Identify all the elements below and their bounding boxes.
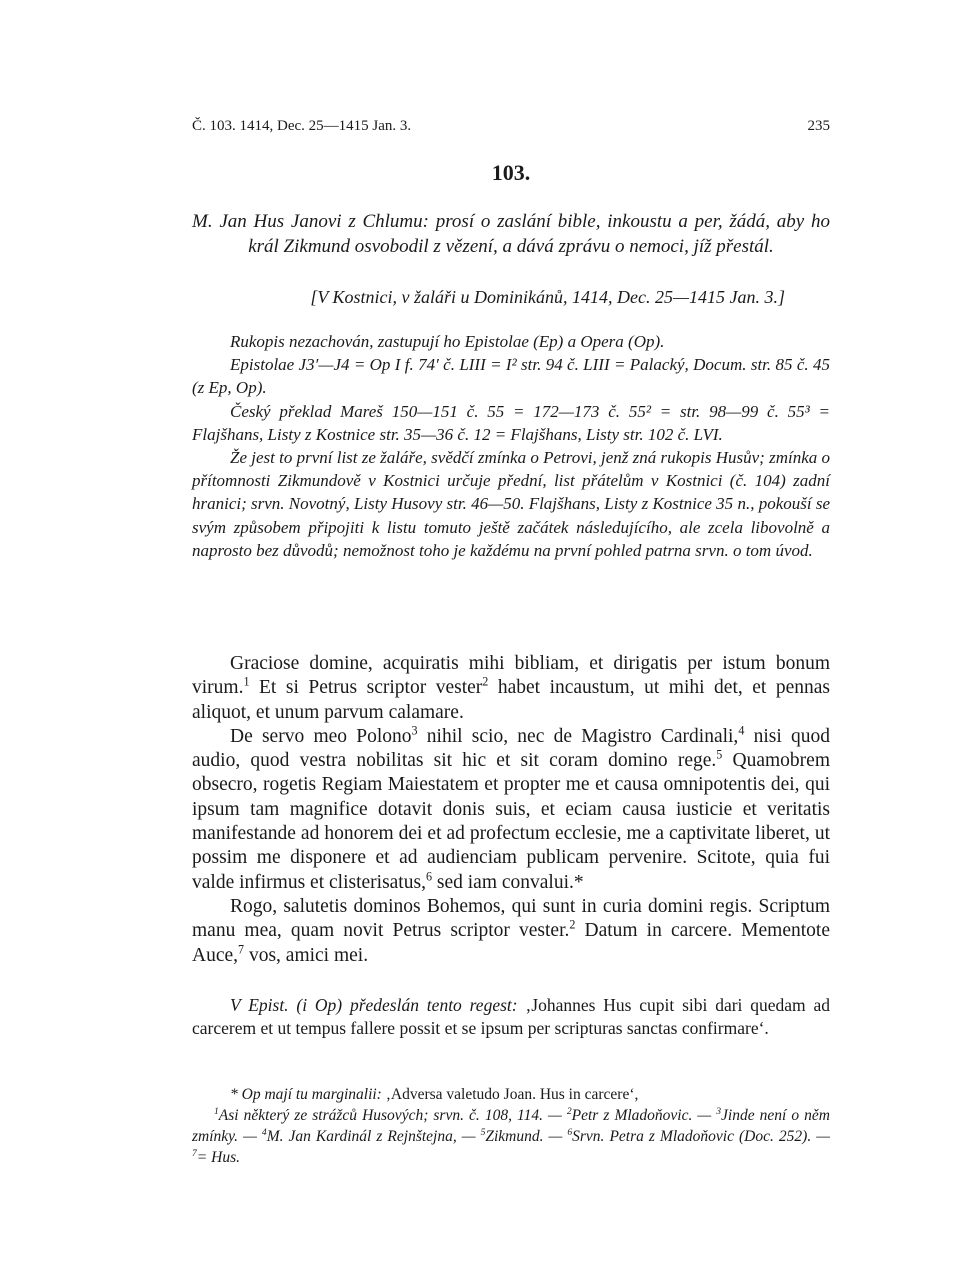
place-and-date-line: [V Kostnici, v žaláři u Dominikánů, 1414, Dec. 25—1415 Jan. 3.]	[310, 287, 785, 307]
footnote-ref: 6	[425, 869, 432, 884]
regest-note	[192, 994, 830, 1040]
header-document-reference: Č. 103. 1414, Dec. 25—1415 Jan. 3.	[192, 118, 412, 134]
translation-note: Český překlad Mareš 150—151 č. 55 = 172—173 č. 55² = str. 98—99 č. 55³ = Flajšhans, Listy z Kostnice str. 35—36 č. 12 = Flajšhans, Listy str. 102 č. LVI.	[192, 401, 830, 444]
marginal-note: * Op mají tu marginalii: ‚Adversa valetudo Joan. Hus in carcere‘,	[230, 1086, 639, 1103]
footnote-ref: 4	[738, 723, 745, 738]
letter-paragraph: Graciose domine, acquiratis mihi bibliam, et dirigatis per istum bonum virum.$^1$ Et si Petrus scriptor vester$^2$ habet incaustum, ut mihi det, et pennas aliquot, et unum parvum calamare.	[192, 653, 830, 723]
footnotes	[192, 1084, 830, 1168]
footnote-ref: 7	[238, 942, 245, 957]
letter-paragraph: Rogo, salutetis dominos Bohemos, qui sunt in curia domini regis. Scriptum manu mea, quam novit Petrus scriptor vester.$^2$ Datum in carcere. Mementote Auce,$^7$ vos, amici mei.	[192, 895, 830, 966]
regest-text: ‚Johannes Hus cupit sibi dari quedam ad carcerem et ut tempus fallere possit et se ipsum per scripturas sanctas confirmare‘.	[192, 995, 831, 1038]
letter-paragraph: De servo meo Polono$^3$ nihil scio, nec de Magistro Cardinali,$^4$ nisi quod audio, quod vestra nobilitas sit hic et sit coram domino rege.$^5$ Quamobrem obsecro, rogetis Regiam Maiestatem et propter me et causa omnipotentis dei, qui ipsum tam magnifice dotavit donis suis, et eciam causa iusticie et veritatis manifestande ad honorem dei et ad profectum ecclesie, me a captivitate liberet, ut possim me disponere et ad audienciam publicam pervenire. Scitote, quia fui valde infirmus et clisterisatus,$^6$ sed iam convalui.*	[192, 723, 830, 893]
numbered-footnotes: $^1$Asi některý ze strážců Husových; srvn. č. 108, 114. — $^2$Petr z Mladoňovic. — $^3$Jinde není o něm zmínky. — $^4$M. Jan Kardinál z Rejnštejna, — $^5$Zikmund. — $^6$Srvn. Petra z Mladoňovic (Doc. 252). — $^7$= Hus.	[192, 1105, 830, 1166]
editorial-notes	[192, 330, 830, 562]
running-header	[192, 118, 830, 140]
letter-text	[192, 652, 830, 968]
footnote-ref: 3	[411, 723, 418, 738]
page-number: 235	[807, 118, 830, 134]
footnote-ref: 5	[716, 747, 723, 762]
footnote-ref: 2	[569, 917, 576, 932]
document-summary: M. Jan Hus Janovi z Chlumu: prosí o zaslání bible, inkoustu a per, žádá, aby ho král Zikmund osvobodil z vězení, a dává zprávu o nemoci, jíž přestál.	[192, 211, 830, 257]
document-number: 103.	[491, 160, 531, 185]
dating-note: Že jest to první list ze žaláře, svědčí zmínka o Petrovi, jenž zná rukopis Husův; zmínka o přítomnosti Zikmundově v Kostnici určuje přední, list přátelům v Kostnici (č. 104) zadní hranici; srvn. Novotný, Listy Husovy str. 46—50. Flajšhans, Listy z Kostnice 35 n., pokouší se svým způsobem připojiti k listu tomuto ještě začátek následujícího, ale zcela libovolně a naprosto bez důvodů; nemožnost toho je každému na první pohled patrna srvn. o tom úvod.	[192, 448, 830, 560]
regest-label: V Epist. (i Op) předeslán tento regest:	[230, 995, 518, 1015]
editions-note: Epistolae J3′—J4 = Op I f. 74′ č. LIII = I² str. 94 č. LIII = Palacký, Docum. str. 85 č. 45 (z Ep, Op).	[192, 355, 830, 398]
footnote-ref: 1	[243, 674, 250, 689]
manuscript-note: Rukopis nezachován, zastupují ho Epistolae (Ep) a Opera (Op).	[230, 332, 665, 351]
footnote-ref: 2	[482, 674, 489, 689]
